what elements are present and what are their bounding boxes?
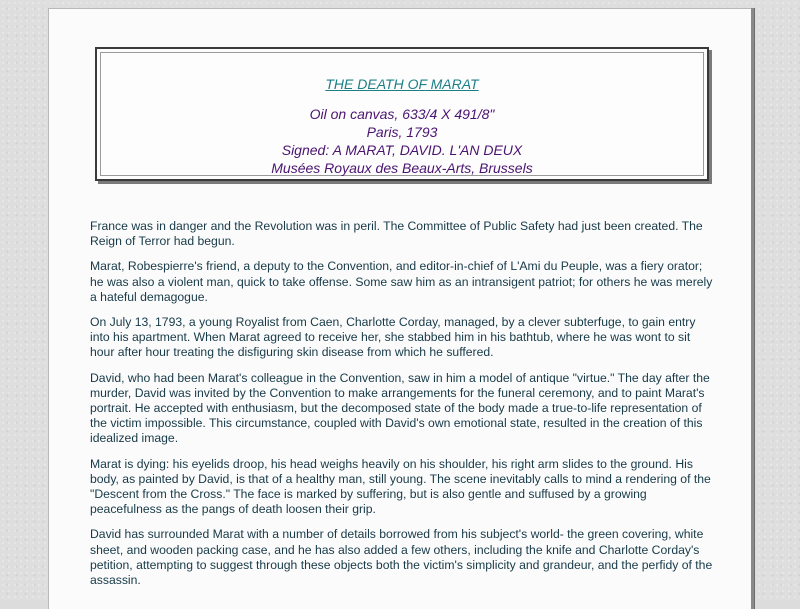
paragraph: David has surrounded Marat with a number of details borrowed from his subject's world- the green covering, white sheet, and wooden packing case, and he has also added a few others, including the knife and Charlotte Corday's petition, attempting to suggest through these objects both the victim's simplicity and grandeur, and the perfidy of the assassin. — [90, 527, 713, 588]
signature: Signed: A MARAT, DAVID. L'AN DEUX — [281, 142, 523, 158]
artwork-title-link[interactable]: THE DEATH OF MARAT — [325, 76, 479, 92]
title-box — [95, 47, 709, 181]
collection: Musées Royaux des Beaux-Arts, Brussels — [271, 160, 533, 176]
paragraph: France was in danger and the Revolution was in peril. The Committee of Public Safety had just been created. The Reign of Terror had begun. — [90, 219, 703, 249]
paragraph: Marat, Robespierre's friend, a deputy to the Convention, and editor-in-chief of L'Ami du Peuple, was a fiery orator; he was also a violent man, quick to take offense. Some saw him as an intransigent patriot; for others he was merely a hateful demagogue. — [90, 259, 713, 304]
paragraph: David, who had been Marat's colleague in the Convention, saw in him a model of antique "virtue." The day after the murder, David was invited by the Convention to make arrangements for the funeral ceremony, and to paint Marat's portrait. He accepted with enthusiasm, but the decomposed state of the body made a true-to-life representation of the victim impossible. This circumstance, coupled with David's own emotional state, resulted in the creation of this idealized image. — [90, 370, 710, 446]
medium-dimensions: Oil on canvas, 633/4 X 491/8" — [309, 106, 495, 122]
page-sheet — [48, 8, 751, 609]
article-body — [90, 219, 716, 598]
title-box-inner — [100, 52, 704, 176]
paragraph: Marat is dying: his eyelids droop, his head weighs heavily on his shoulder, his right arm slides to the ground. His body, as painted by David, is that of a healthy man, still young. The scene inevitably calls to mind a rendering of the "Descent from the Cross." The face is marked by suffering, but is also gentle and suffused by a growing peacefulness as the pangs of death loosen their grip. — [90, 456, 711, 517]
paragraph: On July 13, 1793, a young Royalist from Caen, Charlotte Corday, managed, by a clever subterfuge, to gain entry into his apartment. When Marat agreed to receive her, she stabbed him in his bathtub, where he was wont to sit hour after hour treating the disfiguring skin disease from which he suffered. — [90, 315, 696, 360]
place-date: Paris, 1793 — [366, 124, 438, 140]
